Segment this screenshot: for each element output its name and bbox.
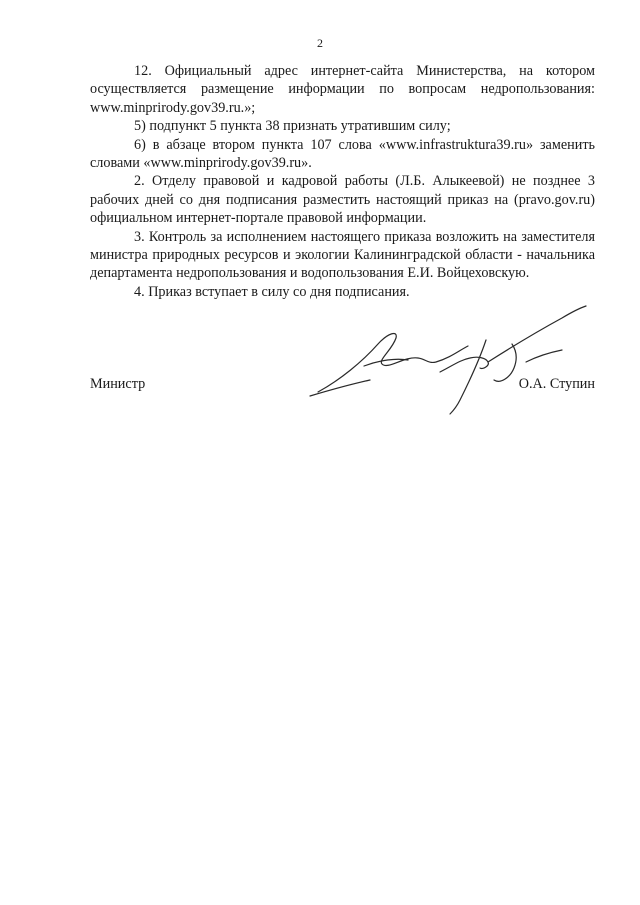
document-body [90,62,595,301]
signer-position: Министр [90,376,146,392]
handwritten-signature [300,300,600,415]
signer-name: О.А. Ступин [518,376,595,392]
paragraph-item-2: 2. Отделу правовой и кадровой работы (Л.Б. Алыкеевой) не позднее 3 рабочих дней со дня подписания разместить настоящий приказ на (pravo.gov.ru) официальном интернет-портале правовой информации. [90,173,595,227]
paragraph-subpoint-5: 5) подпункт 5 пункта 38 признать утратившим силу; [134,118,451,135]
paragraph-official-address: 12. Официальный адрес интернет-сайта Министерства, на котором осуществляется размещение информации по вопросам недропользования: www.minprirody.gov39.ru.»; [90,63,595,116]
paragraph-item-3: 3. Контроль за исполнением настоящего приказа возложить на заместителя министра природных ресурсов и экологии Калининградской области - начальника департамента недропользования и водопользования Е.И. Войцеховскую. [90,228,595,282]
paragraph-subpoint-6: 6) в абзаце втором пункта 107 слова «www.infrastruktura39.ru» заменить словами «www.minprirody.gov39.ru». [90,136,595,172]
page-number: 2 [317,36,323,50]
paragraph-item-4: 4. Приказ вступает в силу со дня подписания. [134,283,410,300]
